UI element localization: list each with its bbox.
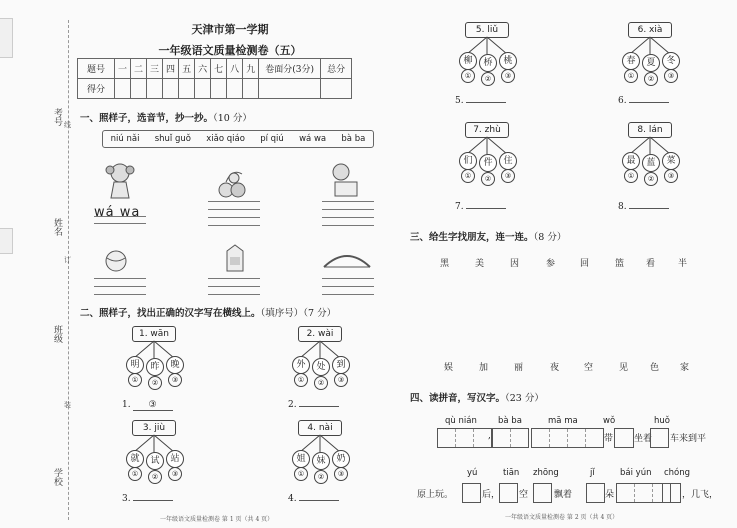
hanzi-writing-grid[interactable] <box>462 483 481 503</box>
tree-option-number: ① <box>461 69 475 83</box>
answer-label: 4. <box>288 494 297 504</box>
section-points: （填序号）（7 分） <box>260 308 337 319</box>
answer-line <box>618 202 669 212</box>
match-char[interactable]: 加 <box>479 363 489 373</box>
character-tree <box>455 122 519 186</box>
milk-carton-illustration <box>222 243 248 273</box>
answer-label: 1. <box>122 400 131 410</box>
score-input-cell[interactable] <box>115 79 131 99</box>
section-3-heading <box>410 229 566 243</box>
tree-char-option[interactable]: 住 <box>499 152 517 170</box>
pinyin-prompt: jǐ <box>590 468 595 478</box>
answer-blank[interactable] <box>299 500 339 501</box>
match-char[interactable]: 因 <box>510 259 520 269</box>
sentence-text: 车来到平 <box>670 434 707 444</box>
pinyin-option: pí qiú <box>260 134 284 144</box>
score-cell: 三 <box>147 59 163 79</box>
tree-option-number: ② <box>314 376 328 390</box>
writing-line[interactable] <box>322 209 374 210</box>
sentence-text: ，几飞， <box>682 490 719 500</box>
section-points: （10 分） <box>213 113 252 124</box>
tree-pinyin-head: 2. wài <box>298 326 342 342</box>
tree-option-number: ① <box>294 373 308 387</box>
answer-blank[interactable] <box>466 208 506 209</box>
hanzi-writing-grid[interactable] <box>586 483 605 503</box>
answer-label: 6. <box>618 96 627 106</box>
tree-option-number: ③ <box>664 69 678 83</box>
tree-char-option[interactable]: 处 <box>312 358 330 376</box>
answer-blank[interactable] <box>299 406 339 407</box>
hanzi-writing-grid[interactable] <box>533 483 552 503</box>
writing-line[interactable] <box>322 225 374 226</box>
match-row-top <box>440 256 700 270</box>
answer-line <box>455 202 506 212</box>
writing-line[interactable] <box>94 294 146 295</box>
pinyin-option: bà ba <box>341 134 366 144</box>
fruit-bowl-illustration <box>212 162 252 202</box>
score-cell: 七 <box>211 59 227 79</box>
pinyin-prompt: tiān <box>503 468 520 478</box>
answer-line <box>618 96 669 106</box>
match-char[interactable]: 丽 <box>514 363 524 373</box>
child-reading-illustration <box>325 160 365 200</box>
tree-char-option[interactable]: 柳 <box>459 52 477 70</box>
tree-char-option[interactable]: 站 <box>166 450 184 468</box>
tree-char-option[interactable]: 最 <box>622 152 640 170</box>
hanzi-writing-grid[interactable] <box>437 428 492 448</box>
tree-option-number: ① <box>128 373 142 387</box>
answer-label: 2. <box>288 400 297 410</box>
tree-pinyin-head: 6. xià <box>628 22 672 38</box>
section-title: 二、照样子，找出正确的汉字写在横线上。 <box>80 308 261 319</box>
match-row-bottom <box>444 360 704 374</box>
writing-line[interactable] <box>208 294 260 295</box>
writing-line[interactable] <box>322 294 374 295</box>
score-table-header-row <box>78 59 352 79</box>
tree-pinyin-head: 4. nài <box>298 420 342 436</box>
answer-blank[interactable] <box>629 102 669 103</box>
binding-dashed-line <box>68 20 69 520</box>
girl-doll-illustration <box>100 160 140 200</box>
tree-char-option[interactable]: 冬 <box>662 52 680 70</box>
sentence-text: 飘着 <box>554 490 573 500</box>
hanzi-writing-grid[interactable] <box>650 428 669 448</box>
score-cell: 得分 <box>78 79 115 99</box>
tree-option-number: ① <box>128 467 142 481</box>
writing-line[interactable] <box>208 225 260 226</box>
answer-blank[interactable] <box>629 208 669 209</box>
tree-option-number: ② <box>644 72 658 86</box>
answer-line <box>288 400 339 410</box>
score-input-cell[interactable] <box>147 79 163 99</box>
exam-title: 一年级语文质量检测卷（五） <box>158 44 302 57</box>
page-footer: 一年级语文质量检测卷 第 1 页（共 4 页） <box>160 516 274 523</box>
page-footer: 一年级语文质量检测卷 第 2 页（共 4 页） <box>505 514 619 521</box>
answer-blank[interactable]: ③ <box>133 400 173 411</box>
writing-line[interactable] <box>208 286 260 287</box>
score-cell: 五 <box>179 59 195 79</box>
character-tree <box>455 22 519 86</box>
section-1-heading <box>80 110 252 124</box>
binding-mark: 线 <box>64 121 71 129</box>
match-char[interactable]: 空 <box>584 363 594 373</box>
tree-char-option[interactable]: 桃 <box>499 52 517 70</box>
tree-option-number: ③ <box>168 373 182 387</box>
section-title: 三、给生字找朋友，连一连。 <box>410 232 534 243</box>
section-title: 四、读拼音，写汉字。 <box>410 393 506 404</box>
hanzi-writing-grid[interactable] <box>662 483 681 503</box>
score-table <box>77 58 352 99</box>
binding-mark: 订 <box>64 256 71 264</box>
ball-illustration <box>103 248 129 274</box>
score-cell: 二 <box>131 59 147 79</box>
character-tree <box>618 22 682 86</box>
binding-mark: 装 <box>64 401 71 409</box>
answer-label: 3. <box>122 494 131 504</box>
tree-char-option[interactable]: 奶 <box>332 450 350 468</box>
score-input-cell[interactable] <box>321 79 352 99</box>
character-tree <box>288 326 352 390</box>
match-char[interactable]: 家 <box>680 363 690 373</box>
score-table-row <box>78 79 352 99</box>
writing-line[interactable] <box>94 216 146 217</box>
binding-label-class: 班级 <box>52 325 62 343</box>
binding-margin <box>0 0 82 528</box>
answer-line <box>122 494 173 504</box>
tree-option-number: ② <box>481 72 495 86</box>
answer-line <box>288 494 339 504</box>
sentence-text: 带 <box>604 434 614 444</box>
pinyin-prompt: bái yún <box>620 468 652 478</box>
binding-label-name: 姓名 <box>52 218 62 236</box>
tree-char-option[interactable]: 件 <box>479 154 497 172</box>
tree-char-option[interactable]: 们 <box>459 152 477 170</box>
pinyin-prompt: mā ma <box>548 416 578 426</box>
tree-option-number: ③ <box>664 169 678 183</box>
score-input-cell[interactable] <box>243 79 259 99</box>
section-points: （23 分） <box>505 393 544 404</box>
pinyin-option: xiǎo qiáo <box>206 134 245 144</box>
tree-option-number: ② <box>148 376 162 390</box>
answer-line <box>122 400 173 411</box>
writing-line[interactable] <box>322 286 374 287</box>
bridge-illustration <box>322 245 372 271</box>
match-char[interactable]: 娱 <box>444 363 454 373</box>
sentence-text: , <box>488 431 491 441</box>
tree-option-number: ③ <box>501 169 515 183</box>
score-input-cell[interactable] <box>211 79 227 99</box>
tree-char-option[interactable]: 蓝 <box>642 154 660 172</box>
sentence-text: 原上玩。 <box>417 490 454 500</box>
section-4-heading <box>410 390 544 404</box>
sample-answer-handwriting: wá wa <box>94 205 141 220</box>
pinyin-prompt: yú <box>467 468 478 478</box>
character-tree <box>288 420 352 484</box>
tree-char-option[interactable]: 晚 <box>166 356 184 374</box>
answer-label: 8. <box>618 202 627 212</box>
tree-option-number: ① <box>624 169 638 183</box>
match-char[interactable]: 黑 <box>440 259 450 269</box>
tree-option-number: ③ <box>168 467 182 481</box>
tree-char-option[interactable]: 昨 <box>146 358 164 376</box>
tree-char-option[interactable]: 春 <box>622 52 640 70</box>
tree-pinyin-head: 7. zhù <box>465 122 509 138</box>
writing-line[interactable] <box>208 201 260 202</box>
sentence-text: 朵 <box>605 490 615 500</box>
tree-option-number: ① <box>294 467 308 481</box>
tree-option-number: ③ <box>334 373 348 387</box>
tree-option-number: ③ <box>334 467 348 481</box>
hanzi-writing-grid[interactable] <box>614 428 634 448</box>
tree-char-option[interactable]: 明 <box>126 356 144 374</box>
tree-option-number: ③ <box>501 69 515 83</box>
scan-edge-tab <box>0 18 13 58</box>
tree-pinyin-head: 3. jiù <box>132 420 176 436</box>
pinyin-prompt: wǒ <box>603 416 616 426</box>
pinyin-option: niú nǎi <box>110 134 140 144</box>
match-char[interactable]: 见 <box>619 363 629 373</box>
match-char[interactable]: 看 <box>646 259 656 269</box>
score-input-cell[interactable] <box>179 79 195 99</box>
character-tree <box>122 326 186 390</box>
score-cell: 总分 <box>321 59 352 79</box>
tree-option-number: ① <box>461 169 475 183</box>
scan-edge-tab <box>0 228 13 254</box>
character-tree <box>122 420 186 484</box>
tree-char-option[interactable]: 夏 <box>642 54 660 72</box>
match-char[interactable]: 回 <box>580 259 590 269</box>
tree-char-option[interactable]: 外 <box>292 356 310 374</box>
sentence-text: 坐着 <box>634 434 653 444</box>
tree-option-number: ① <box>624 69 638 83</box>
pinyin-prompt: zhōng <box>533 468 559 478</box>
match-char[interactable]: 美 <box>475 259 485 269</box>
tree-option-number: ② <box>148 470 162 484</box>
score-input-cell[interactable] <box>163 79 179 99</box>
score-cell: 一 <box>115 59 131 79</box>
pinyin-prompt: chóng <box>664 468 691 478</box>
writing-line[interactable] <box>322 217 374 218</box>
score-input-cell[interactable] <box>131 79 147 99</box>
tree-pinyin-head: 8. lán <box>628 122 672 138</box>
pinyin-prompt: bà ba <box>498 416 522 426</box>
writing-line[interactable] <box>322 201 374 202</box>
answer-label: 5. <box>455 96 464 106</box>
score-input-cell[interactable] <box>195 79 211 99</box>
match-char[interactable]: 夜 <box>550 363 560 373</box>
tree-char-option[interactable]: 妹 <box>312 452 330 470</box>
tree-char-option[interactable]: 就 <box>126 450 144 468</box>
score-cell: 八 <box>227 59 243 79</box>
tree-char-option[interactable]: 姐 <box>292 450 310 468</box>
tree-pinyin-head: 5. liǔ <box>465 22 509 38</box>
answer-blank[interactable] <box>466 102 506 103</box>
tree-option-number: ② <box>314 470 328 484</box>
match-char[interactable]: 半 <box>678 259 688 269</box>
tree-char-option[interactable]: 到 <box>332 356 350 374</box>
writing-line[interactable] <box>322 278 374 279</box>
writing-line[interactable] <box>208 209 260 210</box>
match-char[interactable]: 篮 <box>615 259 625 269</box>
score-cell: 六 <box>195 59 211 79</box>
writing-line[interactable] <box>94 278 146 279</box>
character-tree <box>618 122 682 186</box>
writing-line[interactable] <box>208 278 260 279</box>
sentence-text: 后， <box>482 490 501 500</box>
writing-line[interactable] <box>94 286 146 287</box>
match-char[interactable]: 参 <box>546 259 556 269</box>
pinyin-prompt: huǒ <box>654 416 670 426</box>
score-input-cell[interactable] <box>259 79 321 99</box>
answer-label: 7. <box>455 202 464 212</box>
section-2-heading <box>80 305 336 319</box>
score-cell: 卷面分(3分) <box>259 59 321 79</box>
tree-option-number: ② <box>644 172 658 186</box>
score-cell: 四 <box>163 59 179 79</box>
binding-label-exam-number: 考号 <box>52 108 62 126</box>
tree-char-option[interactable]: 试 <box>146 452 164 470</box>
answer-blank[interactable] <box>133 500 173 501</box>
binding-label-school: 学校 <box>52 468 62 486</box>
hanzi-writing-grid[interactable] <box>492 428 529 448</box>
exam-region-title: 天津市第一学期 <box>191 23 269 36</box>
section-title: 一、照样子，选音节，抄一抄。 <box>80 113 214 124</box>
writing-line[interactable] <box>208 217 260 218</box>
hanzi-writing-grid[interactable] <box>531 428 604 448</box>
tree-char-option[interactable]: 菜 <box>662 152 680 170</box>
match-char[interactable]: 色 <box>650 363 660 373</box>
answer-line <box>455 96 506 106</box>
tree-pinyin-head: 1. wān <box>132 326 176 342</box>
pinyin-option: wá wa <box>299 134 327 144</box>
sentence-text: 空 <box>519 490 529 500</box>
tree-option-number: ② <box>481 172 495 186</box>
score-cell: 题号 <box>78 59 115 79</box>
section-points: （8 分） <box>533 232 567 243</box>
pinyin-prompt: qù nián <box>445 416 477 426</box>
hanzi-writing-grid[interactable] <box>499 483 518 503</box>
score-input-cell[interactable] <box>227 79 243 99</box>
pinyin-option: shuǐ guǒ <box>154 134 191 144</box>
tree-char-option[interactable]: 桥 <box>479 54 497 72</box>
writing-line[interactable] <box>94 223 146 224</box>
score-cell: 九 <box>243 59 259 79</box>
pinyin-options-box <box>102 130 374 148</box>
